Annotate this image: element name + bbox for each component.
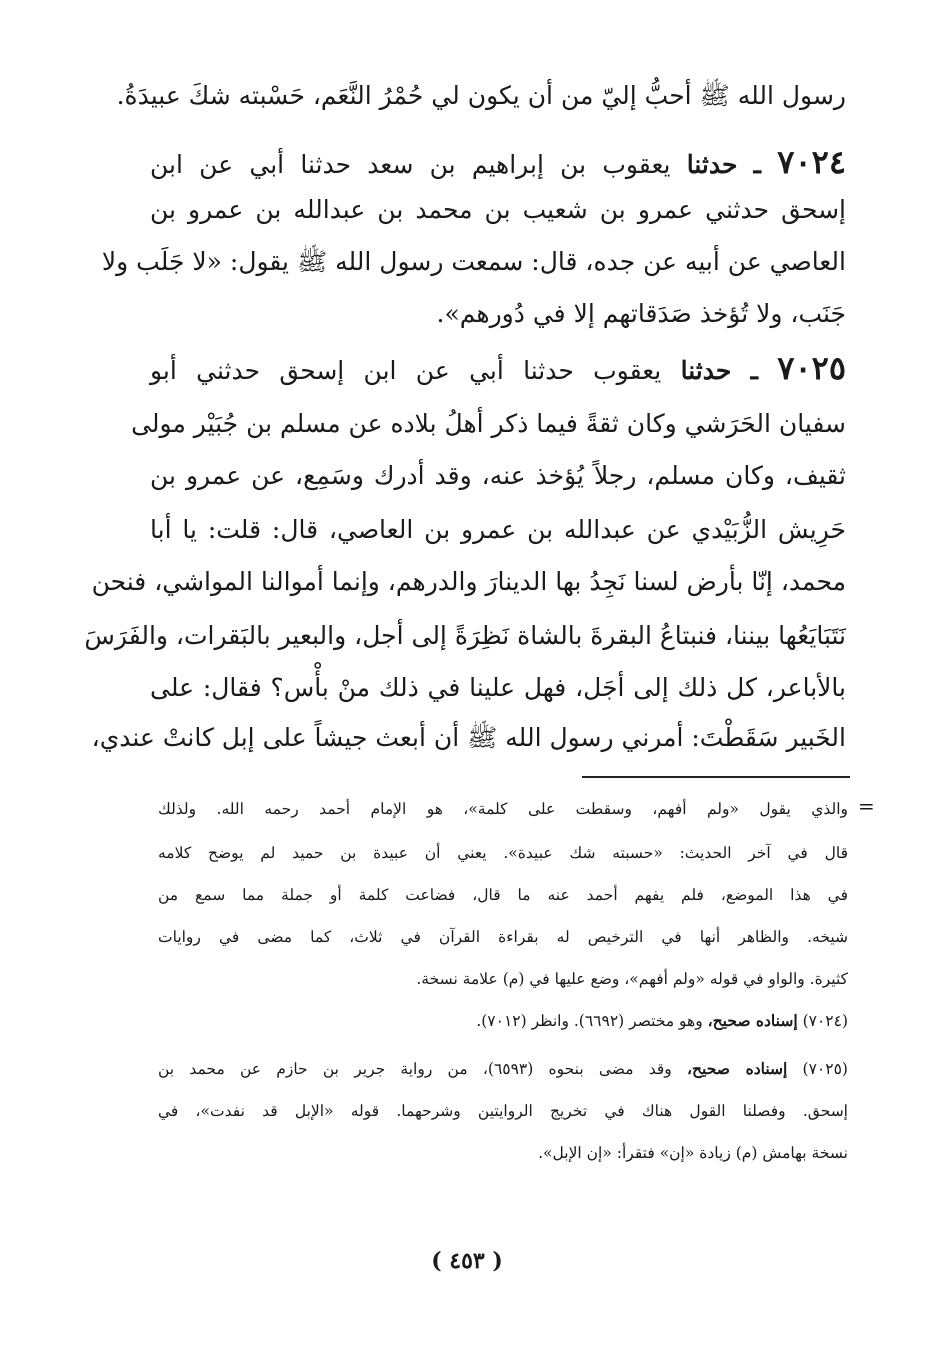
text-line-1: رسول الله ﷺ أحبُّ إليّ من أن يكون لي حُمْرُ النَّعَم، حَسْبته شكَ عبيدَةُ. (116, 81, 846, 110)
footnote-line-1: والذي يقول «ولم أفهم، وسقطت على كلمة»، هو الإمام أحمد رحمه الله. ولذلك (158, 800, 848, 818)
text-line-12: بالأباعر، كل ذلك إلى أجَل، فهل علينا في ذلك منْ بأْس؟ فقال: على (150, 673, 846, 702)
footnote-7024 (158, 1006, 848, 1036)
footnote-divider (582, 776, 850, 778)
footnote-line-3: في هذا الموضع، فلم يفهم أحمد عنه ما قال، فضاعت كلمة أو جملة مما سمع من (158, 886, 848, 904)
footnote-line-9: نسخة بهامش (م) زيادة «إن» فتقرأ: «إن الإبل». (538, 1144, 848, 1162)
footnote-number: (٧٠٢٤) (802, 1012, 848, 1030)
hadith-7024-heading (150, 140, 846, 187)
footnote-text: وقد مضى بنحوه (٦٥٩٣)، من رواية جرير بن حازم عن محمد بن (158, 1060, 672, 1078)
text-line-7: سفيان الحَرَشي وكان ثقةً فيما ذكر أهلُ بلاده عن مسلم بن جُبَيْر مولى (131, 409, 846, 438)
hadith-text: يعقوب حدثنا أبي عن ابن إسحق حدثني أبو (150, 356, 662, 385)
footnote-grading: إسناده صحيح، (707, 1011, 798, 1030)
hadith-number: ٧٠٢٤ (777, 143, 846, 181)
hadith-lead-word: حدثنا (680, 356, 732, 385)
hadith-7025-heading (150, 346, 846, 393)
text-line-8: ثقيف، وكان مسلم، رجلاً يُؤخذ عنه، وقد أدرك وسَمِع، عن عمرو بن (150, 461, 846, 490)
hadith-text: يعقوب بن إبراهيم بن سعد حدثنا أبي عن ابن (150, 150, 671, 179)
hadith-number: ٧٠٢٥ (777, 349, 847, 387)
footnote-number: (٧٠٢٥) (802, 1060, 848, 1078)
text-line-4: العاصي عن أبيه عن جده، قال: سمعت رسول الله ﷺ يقول: «لا جَلَب ولا (101, 247, 846, 276)
footnote-text: وهو مختصر (٦٦٩٢). وانظر (٧٠١٢). (476, 1012, 703, 1030)
footnote-continuation-marker: = (858, 794, 875, 818)
hadith-dash: ـ (753, 150, 761, 179)
hadith-lead-word: حدثنا (686, 150, 738, 179)
footnote-line-4: شيخه. والظاهر أنها في الترخيص له بقراءة القرآن في ثلاث، كما مضى في روايات (158, 928, 848, 946)
page-number: ( ٤٥٣ ) (431, 1248, 503, 1274)
footnote-line-2: قال في آخر الحديث: «حسبته شك عبيدة». يعني أن عبيدة بن حميد لم يوضح كلامه (158, 844, 848, 862)
footnote-7025 (158, 1054, 848, 1084)
text-line-13: الخَبير سَقَطْتَ: أمرني رسول الله ﷺ أن أبعث جيشاً على إبل كانتْ عندي، (91, 723, 846, 752)
hadith-dash: ـ (750, 356, 758, 385)
text-line-11: نَتَبَايَعُها بيننا، فنبتاعُ البقرةَ بالشاة نَظِرَةً إلى أجل، والبعير بالبَقرات، والفَرَسَ (84, 621, 846, 650)
footnote-line-5: كثيرة. والواو في قوله «ولم أفهم»، وضع عليها في (م) علامة نسخة. (416, 970, 848, 988)
text-line-3: إسحق حدثني عمرو بن شعيب بن محمد بن عبدالله بن عمرو بن (150, 195, 846, 224)
text-line-9: حَرِيش الزُّبَيْدي عن عبدالله بن عمرو بن العاصي، قال: قلت: يا أبا (150, 515, 846, 544)
text-line-10: محمد، إنّا بأرض لسنا نَجِدُ بها الدينارَ والدرهم، وإنما أموالنا المواشي، فنحن (91, 567, 846, 596)
footnote-grading: إسناده صحيح، (687, 1059, 788, 1078)
footnote-line-8: إسحق. وفصلنا القول هناك في تخريج الروايتين وشرحهما. قوله «الإبل قد نفدت»، في (158, 1102, 848, 1120)
text-line-5: جَنَب، ولا تُؤخذ صَدَقاتهم إلا في دُورهم». (436, 299, 846, 328)
